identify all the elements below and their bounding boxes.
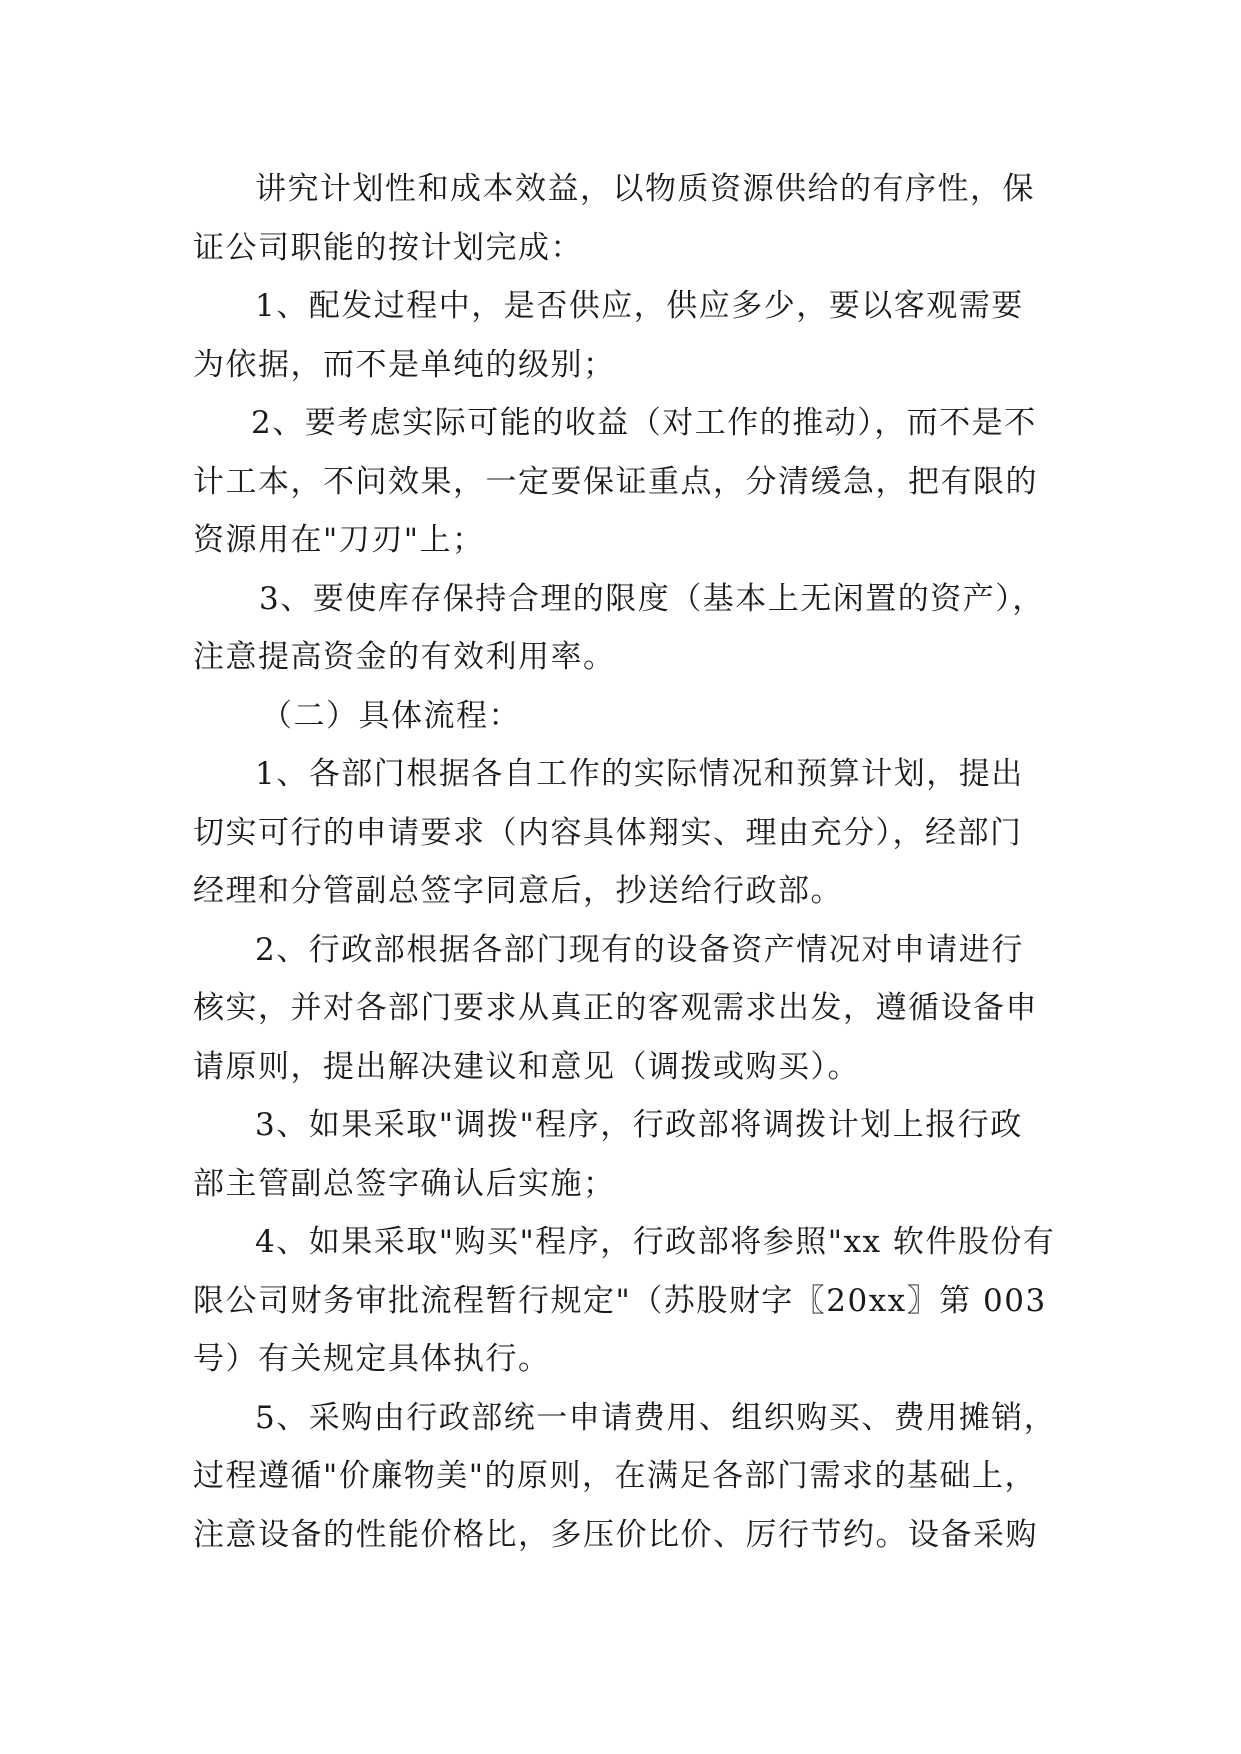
text-line: 3、如果采取"调拨"程序，行政部将调拨计划上报行政: [255, 1107, 1023, 1143]
text-line: 2、要考虑实际可能的收益（对工作的推动），而不是不: [251, 405, 1037, 441]
text-line: 限公司财务审批流程暂行规定"（苏股财字〖20xx〗第 003: [193, 1282, 1047, 1319]
text-line: 5、采购由行政部统一申请费用、组织购买、费用摊销，: [255, 1399, 1057, 1436]
text-line: 4、如果采取"购买"程序，行政部将参照"xx 软件股份有: [255, 1224, 1056, 1260]
text-line: 号）有关规定具体执行。: [193, 1341, 551, 1377]
text-line: 切实可行的申请要求（内容具体翔实、理由充分），经部门: [193, 814, 1023, 851]
text-line: 1、配发过程中，是否供应，供应多少，要以客观需要: [255, 288, 1024, 324]
text-line: 注意提高资金的有效利用率。: [193, 639, 616, 675]
text-line: 为依据，而不是单纯的级别；: [193, 346, 616, 383]
document-body: [193, 160, 1057, 1564]
text-line: 3、要使库存保持合理的限度（基本上无闲置的资产），: [259, 580, 1045, 617]
text-line: 计工本，不问效果，一定要保证重点，分清缓急，把有限的: [193, 463, 1038, 500]
text-line: 经理和分管副总签字同意后，抄送给行政部。: [193, 873, 843, 909]
text-line: 核实，并对各部门要求从真正的客观需求出发，遵循设备申: [193, 990, 1038, 1026]
text-line: 2、行政部根据各部门现有的设备资产情况对申请进行: [255, 931, 1024, 968]
text-line: 部主管副总签字确认后实施；: [193, 1165, 616, 1202]
text-line: 证公司职能的按计划完成：: [193, 229, 583, 266]
text-line: 资源用在"刀刃"上；: [193, 522, 485, 558]
text-line: 过程遵循"价廉物美"的原则，在满足各部门需求的基础上，: [193, 1458, 1038, 1494]
text-line: 讲究计划性和成本效益，以物质资源供给的有序性，保: [255, 171, 1035, 207]
section-heading: （二）具体流程：: [261, 697, 521, 734]
text-line: 1、各部门根据各自工作的实际情况和预算计划，提出: [255, 756, 1024, 792]
text-line: 请原则，提出解决建议和意见（调拨或购买）。: [193, 1048, 860, 1085]
text-line: 注意设备的性能价格比，多压价比价、厉行节约。设备采购: [193, 1516, 1038, 1553]
